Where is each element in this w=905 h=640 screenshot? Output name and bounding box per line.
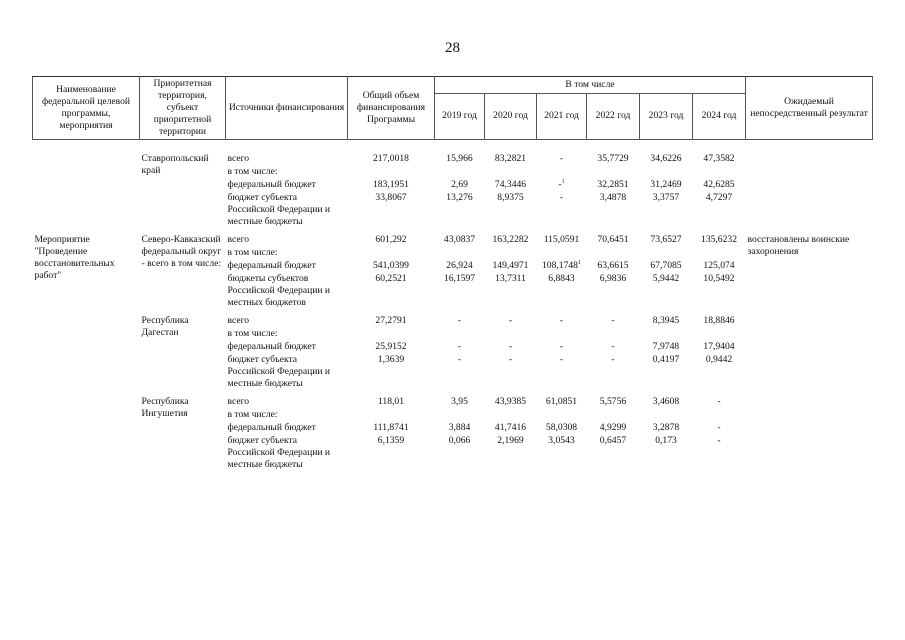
territory-cell: Республика Дагестан: [141, 314, 189, 338]
source-cell: всего: [227, 152, 250, 164]
year-value-cell: [640, 409, 693, 422]
source-cell: в том числе:: [227, 327, 278, 339]
year-value: 67,7085: [650, 259, 682, 271]
year-value: 26,924: [446, 259, 473, 271]
year-value-cell: [640, 179, 693, 192]
year-value-cell: [693, 341, 746, 354]
year-value-cell: [435, 192, 485, 228]
year-value-cell: [587, 328, 640, 341]
year-value: 10,5492: [703, 272, 735, 284]
year-value: 3,0543: [548, 434, 575, 446]
year-value: -: [559, 314, 564, 326]
year-value-cell: [435, 260, 485, 273]
year-value-cell: [693, 435, 746, 471]
footnote-marker: 1: [561, 178, 565, 185]
year-value-cell: [537, 390, 587, 409]
year-value-cell: [640, 139, 693, 166]
year-value: 83,2821: [494, 152, 527, 164]
total-cell: [348, 328, 435, 341]
measure-name-cell: Мероприятие "Проведение восстановительных работ": [34, 233, 115, 281]
total-cell: 217,0018: [373, 152, 409, 164]
year-value: 2,69: [451, 178, 468, 190]
year-value: 163,2282: [492, 233, 529, 245]
total-cell: [348, 409, 435, 422]
year-value: 115,0591: [543, 233, 580, 245]
year-value: -: [717, 434, 721, 446]
year-value-cell: [435, 422, 485, 435]
year-value-cell: [587, 179, 640, 192]
year-value-cell: [587, 409, 640, 422]
table-row: [33, 228, 873, 247]
year-value-cell: [587, 422, 640, 435]
total-cell: 6,1359: [377, 434, 405, 446]
header-year: 2024 год: [693, 93, 746, 139]
year-value: -: [559, 353, 564, 365]
footnote-marker: 1: [577, 259, 581, 266]
year-value: 5,5756: [599, 395, 627, 407]
year-value-cell: [587, 309, 640, 328]
year-value: 108,1748: [542, 259, 578, 271]
year-value: 15,966: [446, 152, 473, 164]
year-value-cell: [587, 273, 640, 309]
year-value: 43,0837: [443, 233, 476, 245]
year-value: 3,95: [451, 395, 468, 407]
source-cell: всего: [227, 314, 250, 326]
year-value-cell: [435, 273, 485, 309]
year-value-cell: [485, 409, 537, 422]
year-value: 73,6527: [650, 233, 682, 245]
year-value: 0,173: [655, 434, 677, 446]
year-value-cell: [485, 192, 537, 228]
header-including: В том числе: [435, 77, 746, 94]
source-cell: всего: [227, 233, 250, 245]
year-value: 0,9442: [705, 353, 733, 365]
year-value-cell: [435, 228, 485, 247]
header-program-name: Наименование федеральной целевой программы, мероприятия: [33, 77, 140, 140]
year-value-cell: [435, 247, 485, 260]
page-number: 28: [445, 40, 460, 56]
expected-result-cell: восстановлены воинские захоронения: [747, 233, 850, 257]
year-value-cell: [587, 435, 640, 471]
year-value: 3,4878: [599, 191, 627, 203]
year-value: -: [508, 340, 513, 352]
year-value: 6,9836: [599, 272, 627, 284]
header-year: 2023 год: [640, 93, 693, 139]
measure-name-cell: [33, 309, 140, 390]
year-value-cell: [485, 166, 537, 179]
year-value-cell: [537, 139, 587, 166]
year-value: 70,6451: [597, 233, 629, 245]
year-value-cell: [485, 354, 537, 390]
year-value-cell: [485, 341, 537, 354]
table-header: [33, 77, 873, 140]
year-value: 31,2469: [650, 178, 682, 190]
total-cell: 60,2521: [375, 272, 407, 284]
year-value-cell: [587, 228, 640, 247]
year-value: 3,3757: [652, 191, 680, 203]
year-value-cell: [587, 192, 640, 228]
year-value-cell: [485, 422, 537, 435]
year-value-cell: [435, 139, 485, 166]
table-row: [33, 309, 873, 328]
header-source: Источники финансирования: [226, 77, 348, 140]
source-cell: бюджеты субъектов Российской Федерации и местных бюджетов: [227, 272, 331, 308]
expected-result-cell: [746, 390, 873, 471]
year-value: 18,8846: [703, 314, 735, 326]
year-value-cell: [640, 273, 693, 309]
year-value-cell: [693, 409, 746, 422]
source-cell: федеральный бюджет: [227, 259, 316, 271]
year-value-cell: [537, 354, 587, 390]
year-value-cell: [537, 273, 587, 309]
year-value-cell: [537, 166, 587, 179]
expected-result-cell: [746, 139, 873, 228]
total-cell: 118,01: [377, 395, 405, 407]
year-value-cell: [485, 228, 537, 247]
year-value-cell: [537, 260, 587, 273]
year-value-cell: [587, 341, 640, 354]
year-value: -: [611, 314, 615, 326]
year-value-cell: [537, 192, 587, 228]
year-value-cell: [587, 354, 640, 390]
year-value-cell: [435, 328, 485, 341]
source-cell: в том числе:: [227, 165, 278, 177]
total-cell: 33,8067: [375, 191, 407, 203]
table-row: [33, 139, 873, 166]
source-cell: бюджет субъекта Российской Федерации и местные бюджеты: [227, 434, 331, 470]
year-value: 16,1597: [443, 272, 476, 284]
year-value-cell: [435, 390, 485, 409]
year-value: -: [559, 191, 564, 203]
year-value-cell: [693, 228, 746, 247]
year-value: 13,276: [446, 191, 473, 203]
year-value: -: [558, 178, 562, 190]
header-year: 2022 год: [587, 93, 640, 139]
year-value: -: [508, 314, 513, 326]
header-territory: Приоритетная территория, субъект приоритетной территории: [140, 77, 226, 140]
year-value-cell: [640, 341, 693, 354]
header-year: 2021 год: [537, 93, 587, 139]
year-value-cell: [640, 354, 693, 390]
year-value: 3,884: [448, 421, 471, 433]
year-value: -: [559, 152, 564, 164]
year-value-cell: [435, 341, 485, 354]
source-cell: всего: [227, 395, 250, 407]
year-value-cell: [435, 179, 485, 192]
year-value: -: [457, 353, 462, 365]
source-cell: федеральный бюджет: [227, 421, 316, 433]
year-value: 7,9748: [652, 340, 680, 352]
total-cell: 1,3639: [377, 353, 405, 365]
year-value-cell: [693, 260, 746, 273]
year-value-cell: [485, 435, 537, 471]
year-value: 4,9299: [599, 421, 627, 433]
year-value-cell: [537, 228, 587, 247]
year-value-cell: [640, 422, 693, 435]
year-value: 34,6226: [650, 152, 682, 164]
territory-cell: Ставропольский край: [141, 152, 209, 176]
year-value: 4,7297: [705, 191, 733, 203]
year-value: 0,4197: [652, 353, 680, 365]
year-value: 0,066: [448, 434, 471, 446]
year-value: -: [559, 340, 564, 352]
year-value-cell: [640, 390, 693, 409]
total-cell: 27,2791: [375, 314, 407, 326]
year-value: 47,3582: [703, 152, 735, 164]
year-value: 43,9385: [494, 395, 527, 407]
year-value-cell: [485, 328, 537, 341]
year-value-cell: [640, 328, 693, 341]
year-value-cell: [537, 179, 587, 192]
header-total: Общий объем финансирования Программы: [348, 77, 435, 140]
year-value: 2,1969: [497, 434, 524, 446]
year-value: 74,3446: [494, 178, 527, 190]
year-value-cell: [587, 166, 640, 179]
header-year: 2020 год: [485, 93, 537, 139]
year-value-cell: [640, 309, 693, 328]
header-year: 2019 год: [435, 93, 485, 139]
year-value: -: [611, 340, 615, 352]
year-value-cell: [640, 192, 693, 228]
total-cell: 541,0399: [373, 259, 409, 271]
year-value-cell: [587, 390, 640, 409]
year-value-cell: [537, 328, 587, 341]
year-value-cell: [537, 341, 587, 354]
total-cell: 183,1951: [373, 178, 409, 190]
year-value-cell: [693, 390, 746, 409]
year-value: 63,6615: [597, 259, 629, 271]
year-value-cell: [435, 435, 485, 471]
year-value: -: [717, 395, 721, 407]
year-value: 135,6232: [701, 233, 737, 245]
year-value-cell: [693, 179, 746, 192]
year-value: 41,7416: [494, 421, 527, 433]
year-value-cell: [587, 139, 640, 166]
table-row: [33, 390, 873, 409]
measure-name-cell: [33, 390, 140, 471]
source-cell: федеральный бюджет: [227, 340, 316, 352]
year-value-cell: [587, 260, 640, 273]
total-cell: [348, 247, 435, 260]
year-value-cell: [693, 309, 746, 328]
year-value-cell: [693, 192, 746, 228]
year-value-cell: [485, 179, 537, 192]
year-value-cell: [485, 247, 537, 260]
year-value-cell: [485, 309, 537, 328]
year-value-cell: [485, 273, 537, 309]
year-value-cell: [587, 247, 640, 260]
year-value-cell: [537, 247, 587, 260]
year-value-cell: [537, 435, 587, 471]
year-value: 35,7729: [597, 152, 629, 164]
year-value-cell: [435, 166, 485, 179]
year-value: 3,4608: [652, 395, 680, 407]
year-value: 149,4971: [492, 259, 529, 271]
year-value: 58,0308: [545, 421, 578, 433]
source-cell: федеральный бюджет: [227, 178, 316, 190]
year-value-cell: [693, 166, 746, 179]
year-value-cell: [435, 309, 485, 328]
year-value: 32,2851: [597, 178, 629, 190]
year-value-cell: [693, 354, 746, 390]
year-value-cell: [485, 390, 537, 409]
year-value: 13,7311: [495, 272, 526, 284]
source-cell: в том числе:: [227, 246, 278, 258]
total-cell: 25,9152: [375, 340, 407, 352]
year-value: 17,9404: [703, 340, 735, 352]
source-cell: в том числе:: [227, 408, 278, 420]
source-cell: бюджет субъекта Российской Федерации и местные бюджеты: [227, 353, 331, 389]
year-value-cell: [640, 247, 693, 260]
year-value: 42,6285: [703, 178, 735, 190]
year-value: 0,6457: [599, 434, 627, 446]
year-value: -: [717, 421, 721, 433]
year-value-cell: [693, 139, 746, 166]
expected-result-cell: [746, 309, 873, 390]
year-value-cell: [435, 354, 485, 390]
year-value-cell: [693, 328, 746, 341]
total-cell: [348, 166, 435, 179]
table-body: [33, 139, 873, 471]
header-result: Ожидаемый непосредственный результат: [746, 77, 873, 140]
year-value: 8,3945: [652, 314, 680, 326]
total-cell: 601,292: [375, 233, 407, 245]
year-value-cell: [693, 273, 746, 309]
source-cell: бюджет субъекта Российской Федерации и местные бюджеты: [227, 191, 331, 227]
year-value: 3,2878: [652, 421, 680, 433]
year-value-cell: [640, 228, 693, 247]
year-value-cell: [693, 247, 746, 260]
year-value-cell: [537, 309, 587, 328]
year-value-cell: [640, 260, 693, 273]
year-value-cell: [435, 409, 485, 422]
year-value: 125,074: [703, 259, 735, 271]
measure-name-cell: [33, 139, 140, 228]
financing-table: [32, 76, 873, 471]
year-value-cell: [537, 422, 587, 435]
year-value-cell: [693, 422, 746, 435]
year-value: -: [611, 353, 615, 365]
total-cell: 111,8741: [373, 421, 409, 433]
year-value-cell: [485, 139, 537, 166]
year-value: -: [457, 340, 462, 352]
year-value-cell: [640, 435, 693, 471]
territory-cell: Северо-Кавказский федеральный округ - всего в том числе:: [141, 233, 222, 269]
year-value: 5,9442: [652, 272, 680, 284]
year-value: 61,0851: [545, 395, 578, 407]
year-value: -: [457, 314, 462, 326]
year-value-cell: [485, 260, 537, 273]
year-value: -: [508, 353, 513, 365]
year-value-cell: [537, 409, 587, 422]
territory-cell: Республика Ингушетия: [141, 395, 189, 419]
year-value: 8,9375: [497, 191, 524, 203]
year-value: 6,8843: [548, 272, 575, 284]
year-value-cell: [640, 166, 693, 179]
